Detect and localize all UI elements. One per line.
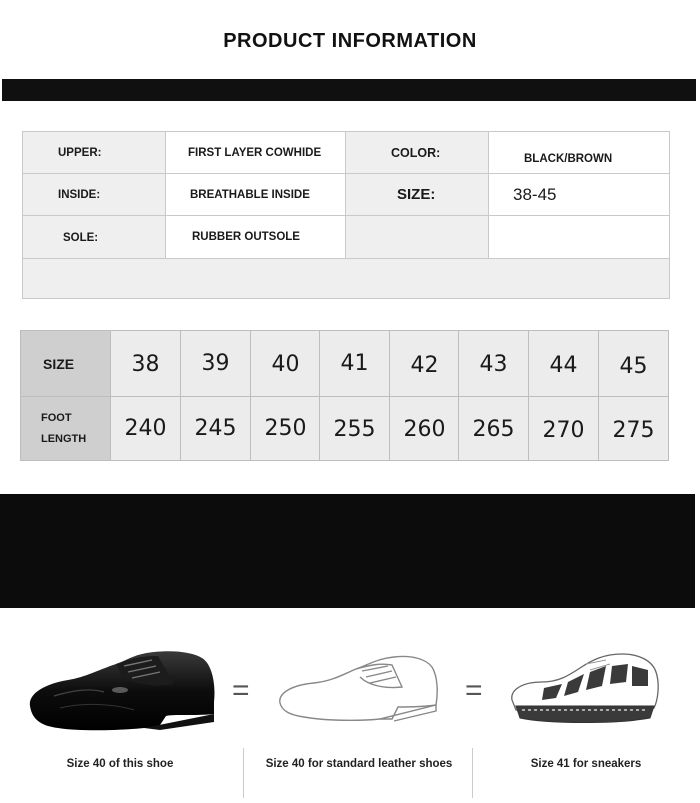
empty-label-cell [345, 215, 489, 259]
size-cell: 41 [319, 330, 390, 397]
size-value [488, 173, 670, 216]
sneaker-image [508, 652, 660, 727]
size-chart [20, 330, 669, 461]
foot-length-cell: 265 [458, 396, 529, 461]
upper-label-text: UPPER: [58, 146, 102, 159]
caption-standard-leather: Size 40 for standard leather shoes [265, 758, 453, 770]
size-cell: 44 [528, 330, 599, 397]
size-cell: 43 [458, 330, 529, 397]
caption-this-shoe: Size 40 of this shoe [66, 758, 174, 770]
inside-value-text: BREATHABLE INSIDE [190, 188, 310, 201]
sole-label [22, 215, 166, 259]
empty-footer-row [22, 258, 670, 299]
black-leather-shoe-image [24, 644, 220, 734]
size-label [345, 173, 489, 216]
inside-value [165, 173, 346, 216]
size-value-text: 38-45 [513, 184, 557, 204]
outline-leather-shoe-image [276, 653, 442, 723]
size-cell: 40 [250, 330, 321, 397]
product-info-table [22, 131, 670, 299]
foot-length-cell: 255 [319, 396, 390, 461]
size-cell: 39 [180, 330, 251, 397]
page-title: PRODUCT INFORMATION [223, 30, 477, 52]
color-value [488, 131, 670, 174]
inside-label [22, 173, 166, 216]
sole-value-text: RUBBER OUTSOLE [192, 231, 300, 243]
foot-length-cell: 260 [389, 396, 460, 461]
foot-length-cell: 240 [110, 396, 181, 461]
foot-length-cell: 270 [528, 396, 599, 461]
caption-divider-2 [472, 748, 473, 798]
color-value-text: BLACK/BROWN [524, 152, 613, 165]
upper-value [165, 131, 346, 174]
caption-sneakers: Size 41 for sneakers [530, 758, 642, 770]
foot-length-cell: 250 [250, 396, 321, 461]
size-row-header: SIZE [20, 330, 111, 397]
size-cell: 42 [389, 330, 460, 397]
equals-sign-1: = [232, 674, 250, 707]
equals-sign-2: = [465, 674, 483, 707]
foot-length-cell: 275 [598, 396, 669, 461]
size-cell: 38 [110, 330, 181, 397]
inside-label-text: INSIDE: [58, 188, 101, 201]
caption-divider-1 [243, 748, 244, 798]
color-label [345, 131, 489, 174]
black-banner [0, 494, 695, 608]
foot-length-row-header: FOOT LENGTH [20, 396, 111, 461]
sole-value [165, 215, 346, 259]
sole-label-text: SOLE: [63, 232, 99, 244]
size-cell: 45 [598, 330, 669, 397]
foot-length-cell: 245 [180, 396, 251, 461]
size-label-text: SIZE: [397, 186, 436, 203]
upper-value-text: FIRST LAYER COWHIDE [188, 146, 322, 159]
top-divider-bar [2, 79, 696, 101]
color-label-text: COLOR: [391, 145, 441, 160]
upper-label [22, 131, 166, 174]
empty-value-cell [488, 215, 670, 259]
